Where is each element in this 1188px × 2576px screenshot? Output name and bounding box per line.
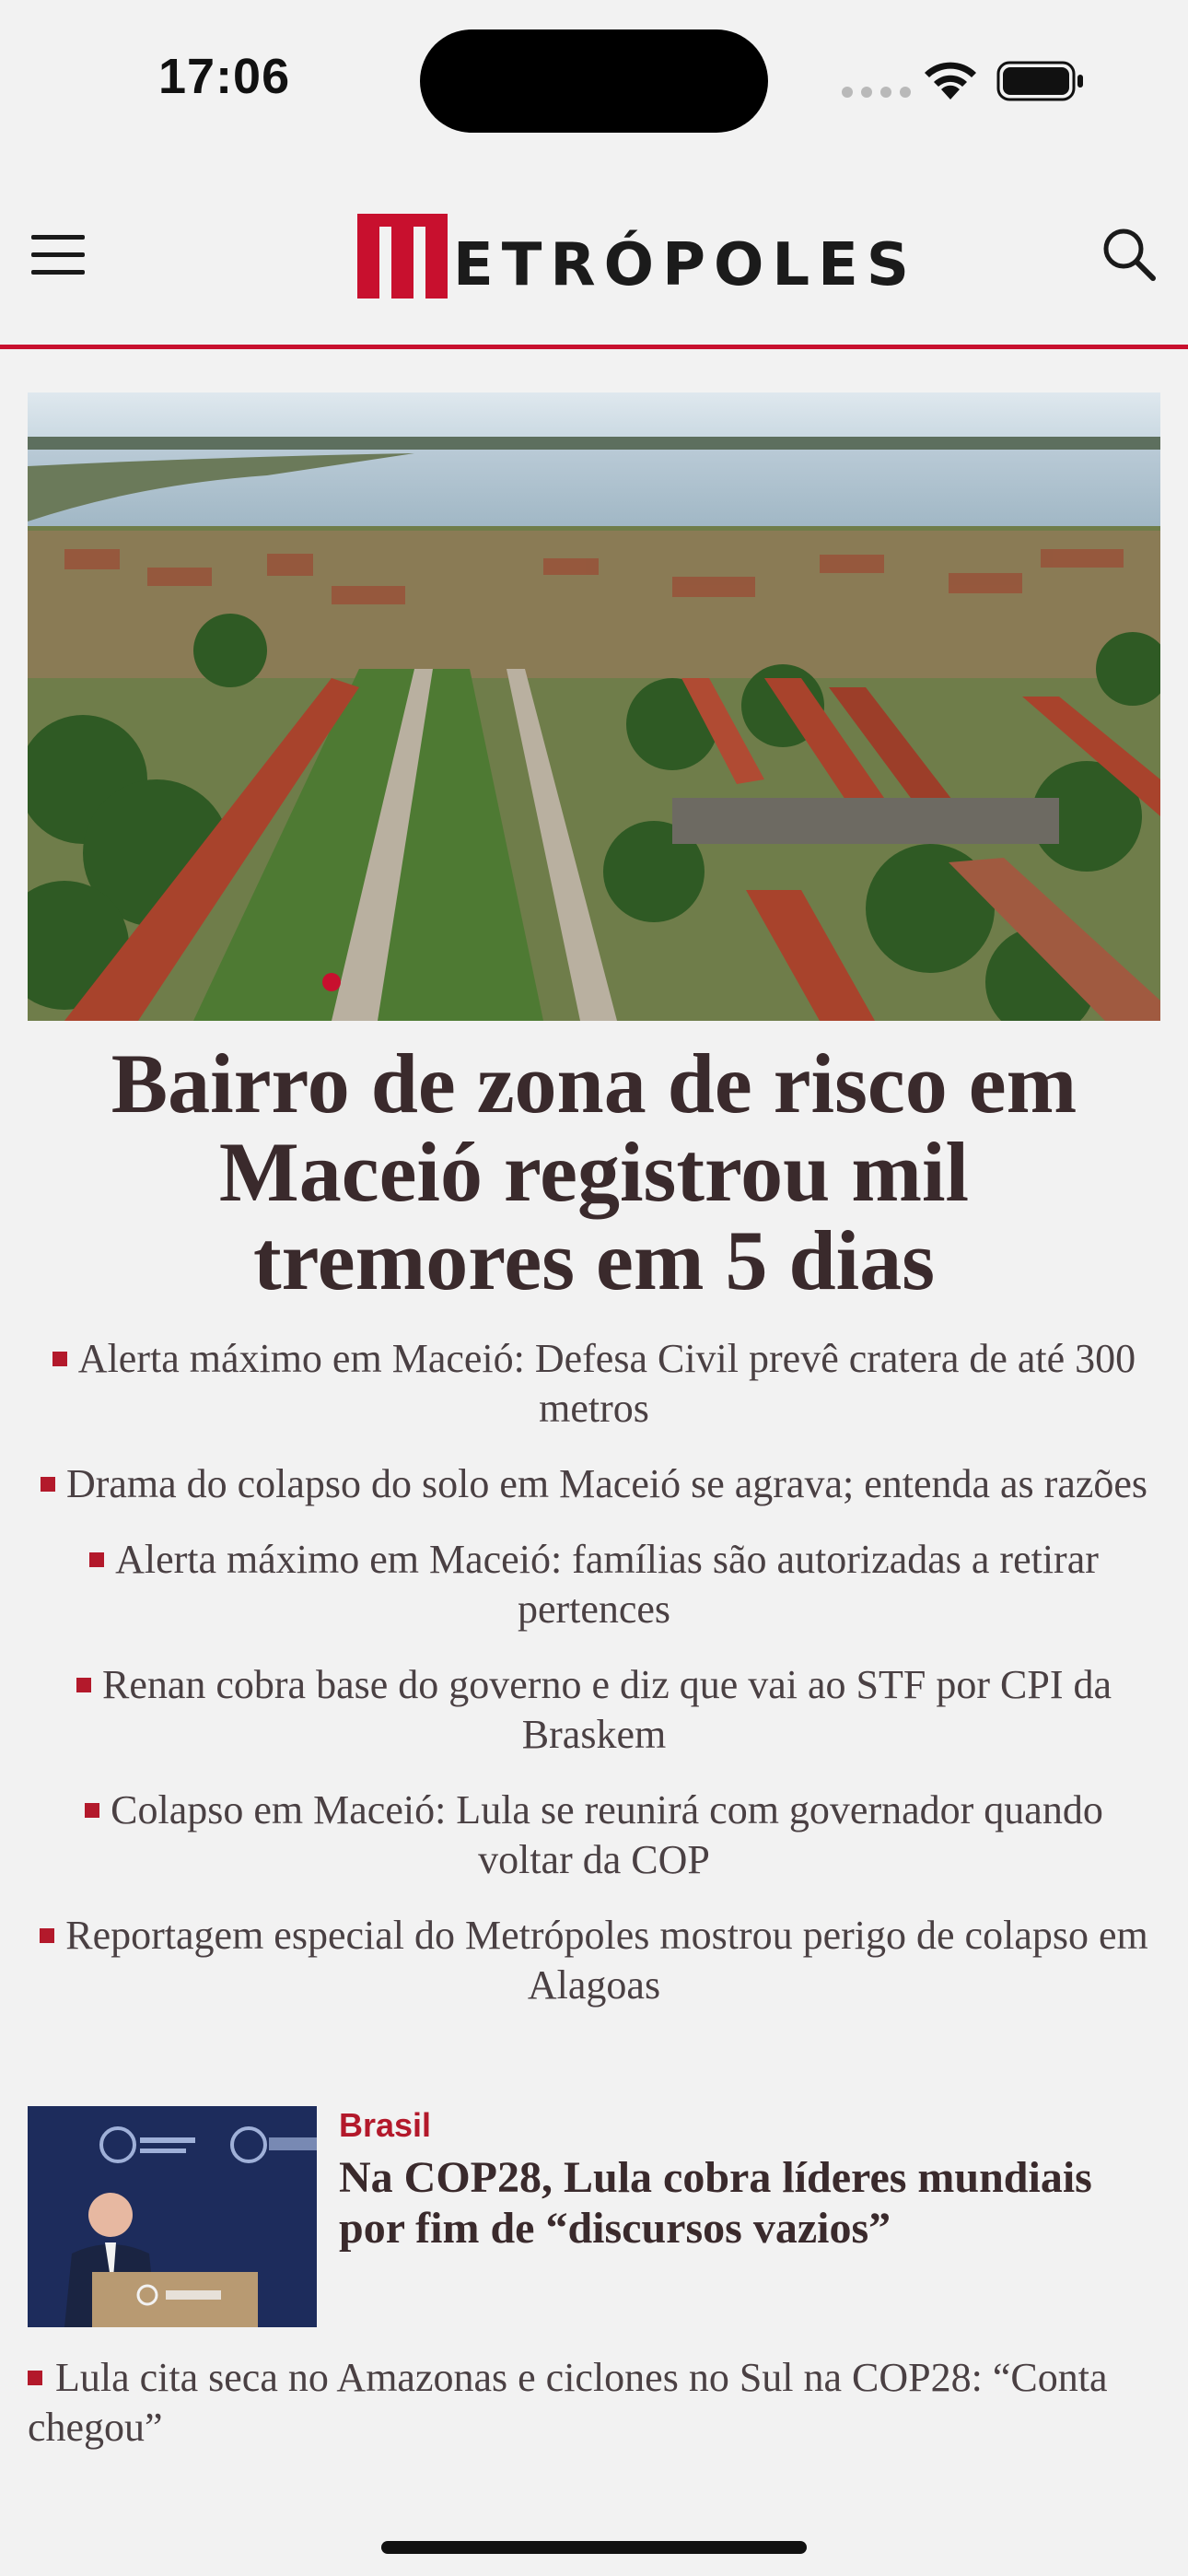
site-header bbox=[0, 157, 1188, 346]
bullet-square-icon bbox=[89, 1552, 104, 1567]
story-related-headline[interactable] bbox=[28, 2353, 1133, 2453]
story-card[interactable] bbox=[28, 2106, 1160, 2327]
bullet-square-icon bbox=[85, 1803, 99, 1818]
bullet-square-icon bbox=[76, 1678, 91, 1692]
hero-headline[interactable]: Bairro de zona de risco em Maceió registrou mil tremores em 5 dias bbox=[111, 1036, 1077, 1307]
story-thumbnail[interactable] bbox=[28, 2106, 317, 2327]
story-headline[interactable]: Na COP28, Lula cobra líderes mundiais por fim de “discursos vazios” bbox=[339, 2153, 1092, 2253]
bullet-square-icon bbox=[28, 2371, 42, 2385]
bullet-square-icon bbox=[41, 1477, 55, 1492]
related-headlines-list bbox=[28, 1334, 1160, 2036]
battery-icon bbox=[996, 61, 1085, 101]
story-category[interactable]: Brasil bbox=[339, 2106, 432, 2144]
related-headline[interactable] bbox=[28, 1535, 1160, 1634]
cellular-signal-icon bbox=[842, 87, 911, 98]
related-headline[interactable] bbox=[28, 1334, 1160, 1434]
wifi-icon bbox=[921, 59, 980, 101]
menu-icon[interactable] bbox=[31, 235, 87, 275]
related-headline[interactable] bbox=[28, 1459, 1160, 1509]
status-time: 17:06 bbox=[158, 49, 291, 104]
status-bar bbox=[0, 0, 1188, 157]
related-headline-text[interactable]: Drama do colapso do solo em Maceió se agrava; entenda as razões bbox=[65, 1461, 1148, 1506]
related-headline[interactable] bbox=[28, 1786, 1160, 1885]
related-headline[interactable] bbox=[28, 1660, 1160, 1760]
search-icon[interactable] bbox=[1101, 227, 1159, 284]
dynamic-island bbox=[420, 29, 768, 133]
logo-text: ETRÓPOLES bbox=[453, 231, 917, 299]
hero-image[interactable] bbox=[28, 392, 1160, 1021]
logo-mark-icon bbox=[357, 214, 448, 299]
story-related-headline-text[interactable]: Lula cita seca no Amazonas e ciclones no Sul na COP28: “Conta chegou” bbox=[28, 2355, 1108, 2450]
home-indicator[interactable] bbox=[381, 2541, 807, 2554]
related-headline[interactable] bbox=[28, 1911, 1160, 2010]
related-headline-text[interactable]: Reportagem especial do Metrópoles mostrou perigo de colapso em Alagoas bbox=[65, 1913, 1148, 2008]
related-headline-text[interactable]: Colapso em Maceió: Lula se reunirá com governador quando voltar da COP bbox=[111, 1787, 1103, 1882]
related-headline-text[interactable]: Alerta máximo em Maceió: Defesa Civil prevê cratera de até 300 metros bbox=[77, 1336, 1136, 1431]
bullet-square-icon bbox=[40, 1928, 54, 1943]
bullet-square-icon bbox=[52, 1352, 67, 1366]
related-headline-text[interactable]: Alerta máximo em Maceió: famílias são autorizadas a retirar pertences bbox=[115, 1537, 1099, 1632]
header-divider bbox=[0, 345, 1188, 349]
site-logo[interactable] bbox=[357, 210, 917, 299]
related-headline-text[interactable]: Renan cobra base do governo e diz que vai ao STF por CPI da Braskem bbox=[101, 1662, 1112, 1757]
